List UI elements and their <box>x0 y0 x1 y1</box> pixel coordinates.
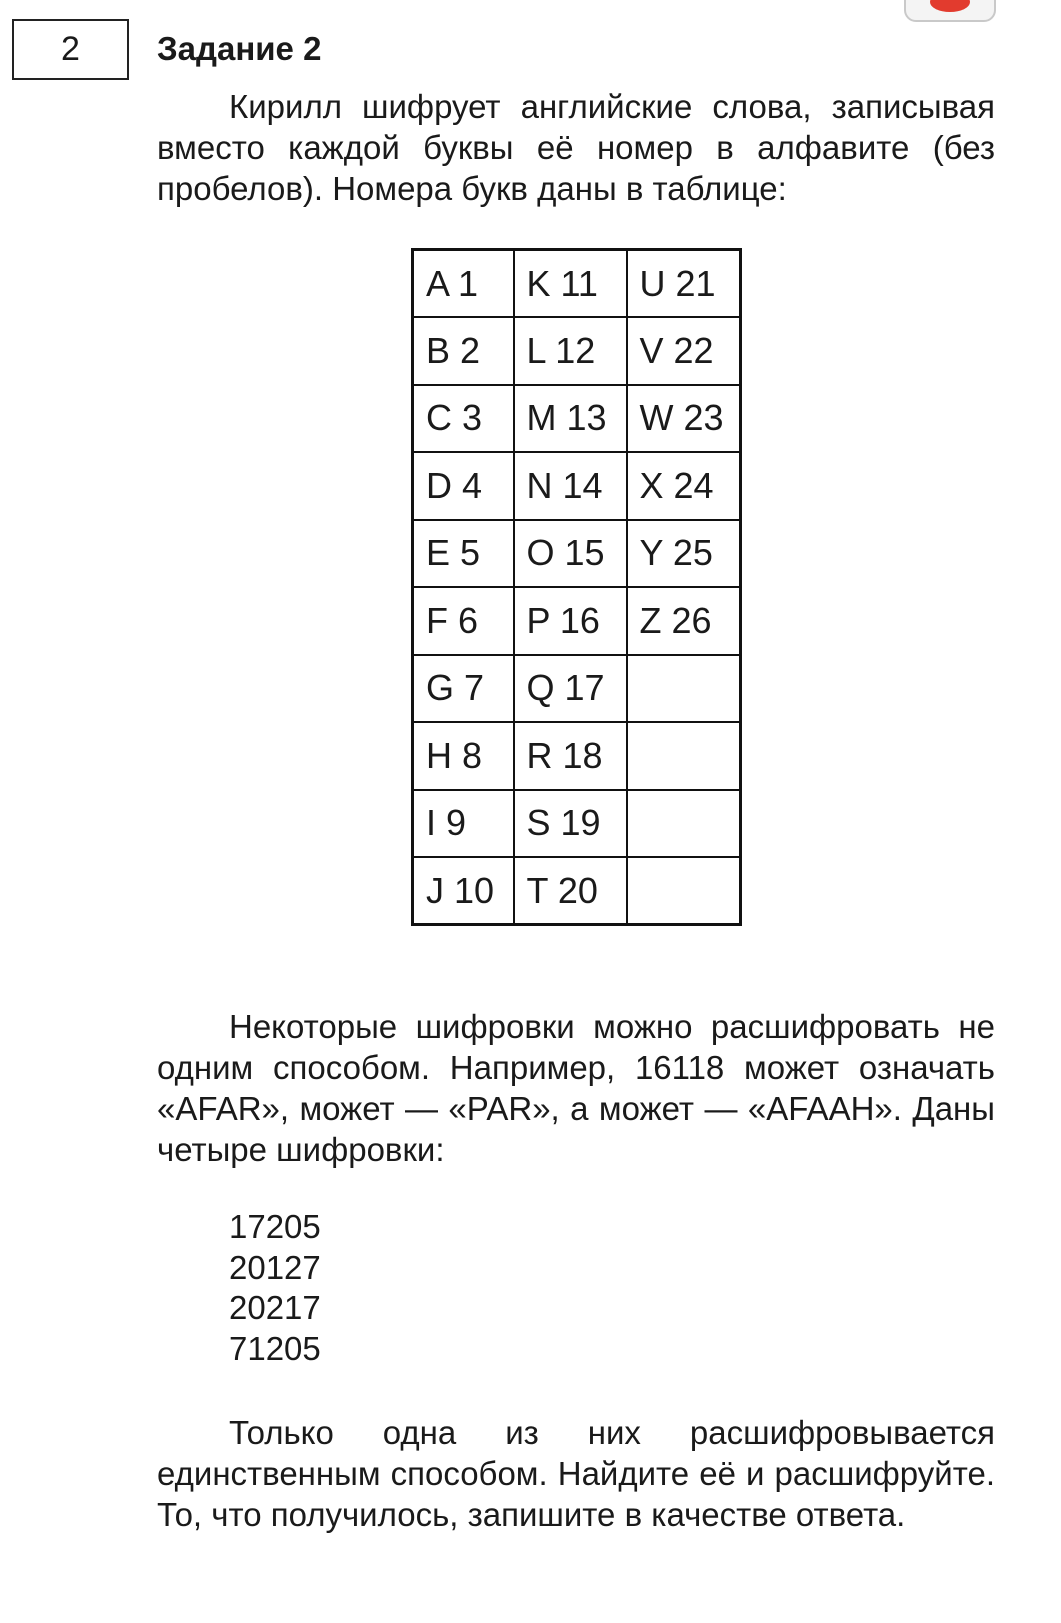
table-cell: I 9 <box>413 790 514 858</box>
table-cell: G 7 <box>413 655 514 723</box>
table-cell <box>627 857 741 925</box>
table-row <box>413 520 741 588</box>
table-cell: M 13 <box>514 385 627 453</box>
table-cell: F 6 <box>413 587 514 655</box>
cipher-item: 20127 <box>229 1248 321 1286</box>
table-cell: B 2 <box>413 317 514 385</box>
table-row <box>413 385 741 453</box>
table-cell <box>627 655 741 723</box>
table-row <box>413 722 741 790</box>
table-cell: Z 26 <box>627 587 741 655</box>
table-row <box>413 790 741 858</box>
table-cell: N 14 <box>514 452 627 520</box>
table-cell: C 3 <box>413 385 514 453</box>
app-icon-glyph <box>930 0 970 12</box>
table-cell: K 11 <box>514 250 627 318</box>
task-number-box <box>12 19 129 80</box>
cipher-item: 20217 <box>229 1289 321 1326</box>
letter-code-table <box>411 248 742 926</box>
table-row <box>413 655 741 723</box>
table-cell: P 16 <box>514 587 627 655</box>
table-cell: R 18 <box>514 722 627 790</box>
table-cell: U 21 <box>627 250 741 318</box>
question-paragraph: Только одна из них расшифровывается единственным способом. Найдите её и расшифруйте. То, что получилось, запишите в качестве ответа. <box>157 1414 995 1533</box>
task-number: 2 <box>61 30 80 68</box>
table-cell: X 24 <box>627 452 741 520</box>
table-cell: Y 25 <box>627 520 741 588</box>
table-cell: T 20 <box>514 857 627 925</box>
table-cell: H 8 <box>413 722 514 790</box>
table-row <box>413 250 741 318</box>
cipher-item: 17205 <box>229 1208 321 1245</box>
cipher-list <box>229 1207 321 1369</box>
table-row <box>413 587 741 655</box>
table-row <box>413 857 741 925</box>
table-cell: L 12 <box>514 317 627 385</box>
table-cell: D 4 <box>413 452 514 520</box>
table-cell: W 23 <box>627 385 741 453</box>
table-cell <box>627 722 741 790</box>
table-cell: Q 17 <box>514 655 627 723</box>
example-paragraph: Некоторые шифровки можно расшифровать не одним способом. Например, 16118 может означать «AFAR», может — «PAR», а может — «AFAAH». Даны четыре шифровки: <box>157 1008 995 1168</box>
table-cell: J 10 <box>413 857 514 925</box>
table-cell: A 1 <box>413 250 514 318</box>
table-cell: S 19 <box>514 790 627 858</box>
intro-paragraph: Кирилл шифрует английские слова, записывая вместо каждой буквы её номер в алфавите (без пробелов). Номера букв даны в таблице: <box>157 88 995 207</box>
app-icon[interactable] <box>904 0 996 22</box>
table-row <box>413 317 741 385</box>
table-cell: O 15 <box>514 520 627 588</box>
table-cell <box>627 790 741 858</box>
table-cell: E 5 <box>413 520 514 588</box>
table-row <box>413 452 741 520</box>
task-title: Задание 2 <box>157 30 322 67</box>
cipher-item: 71205 <box>229 1329 321 1367</box>
table-cell: V 22 <box>627 317 741 385</box>
